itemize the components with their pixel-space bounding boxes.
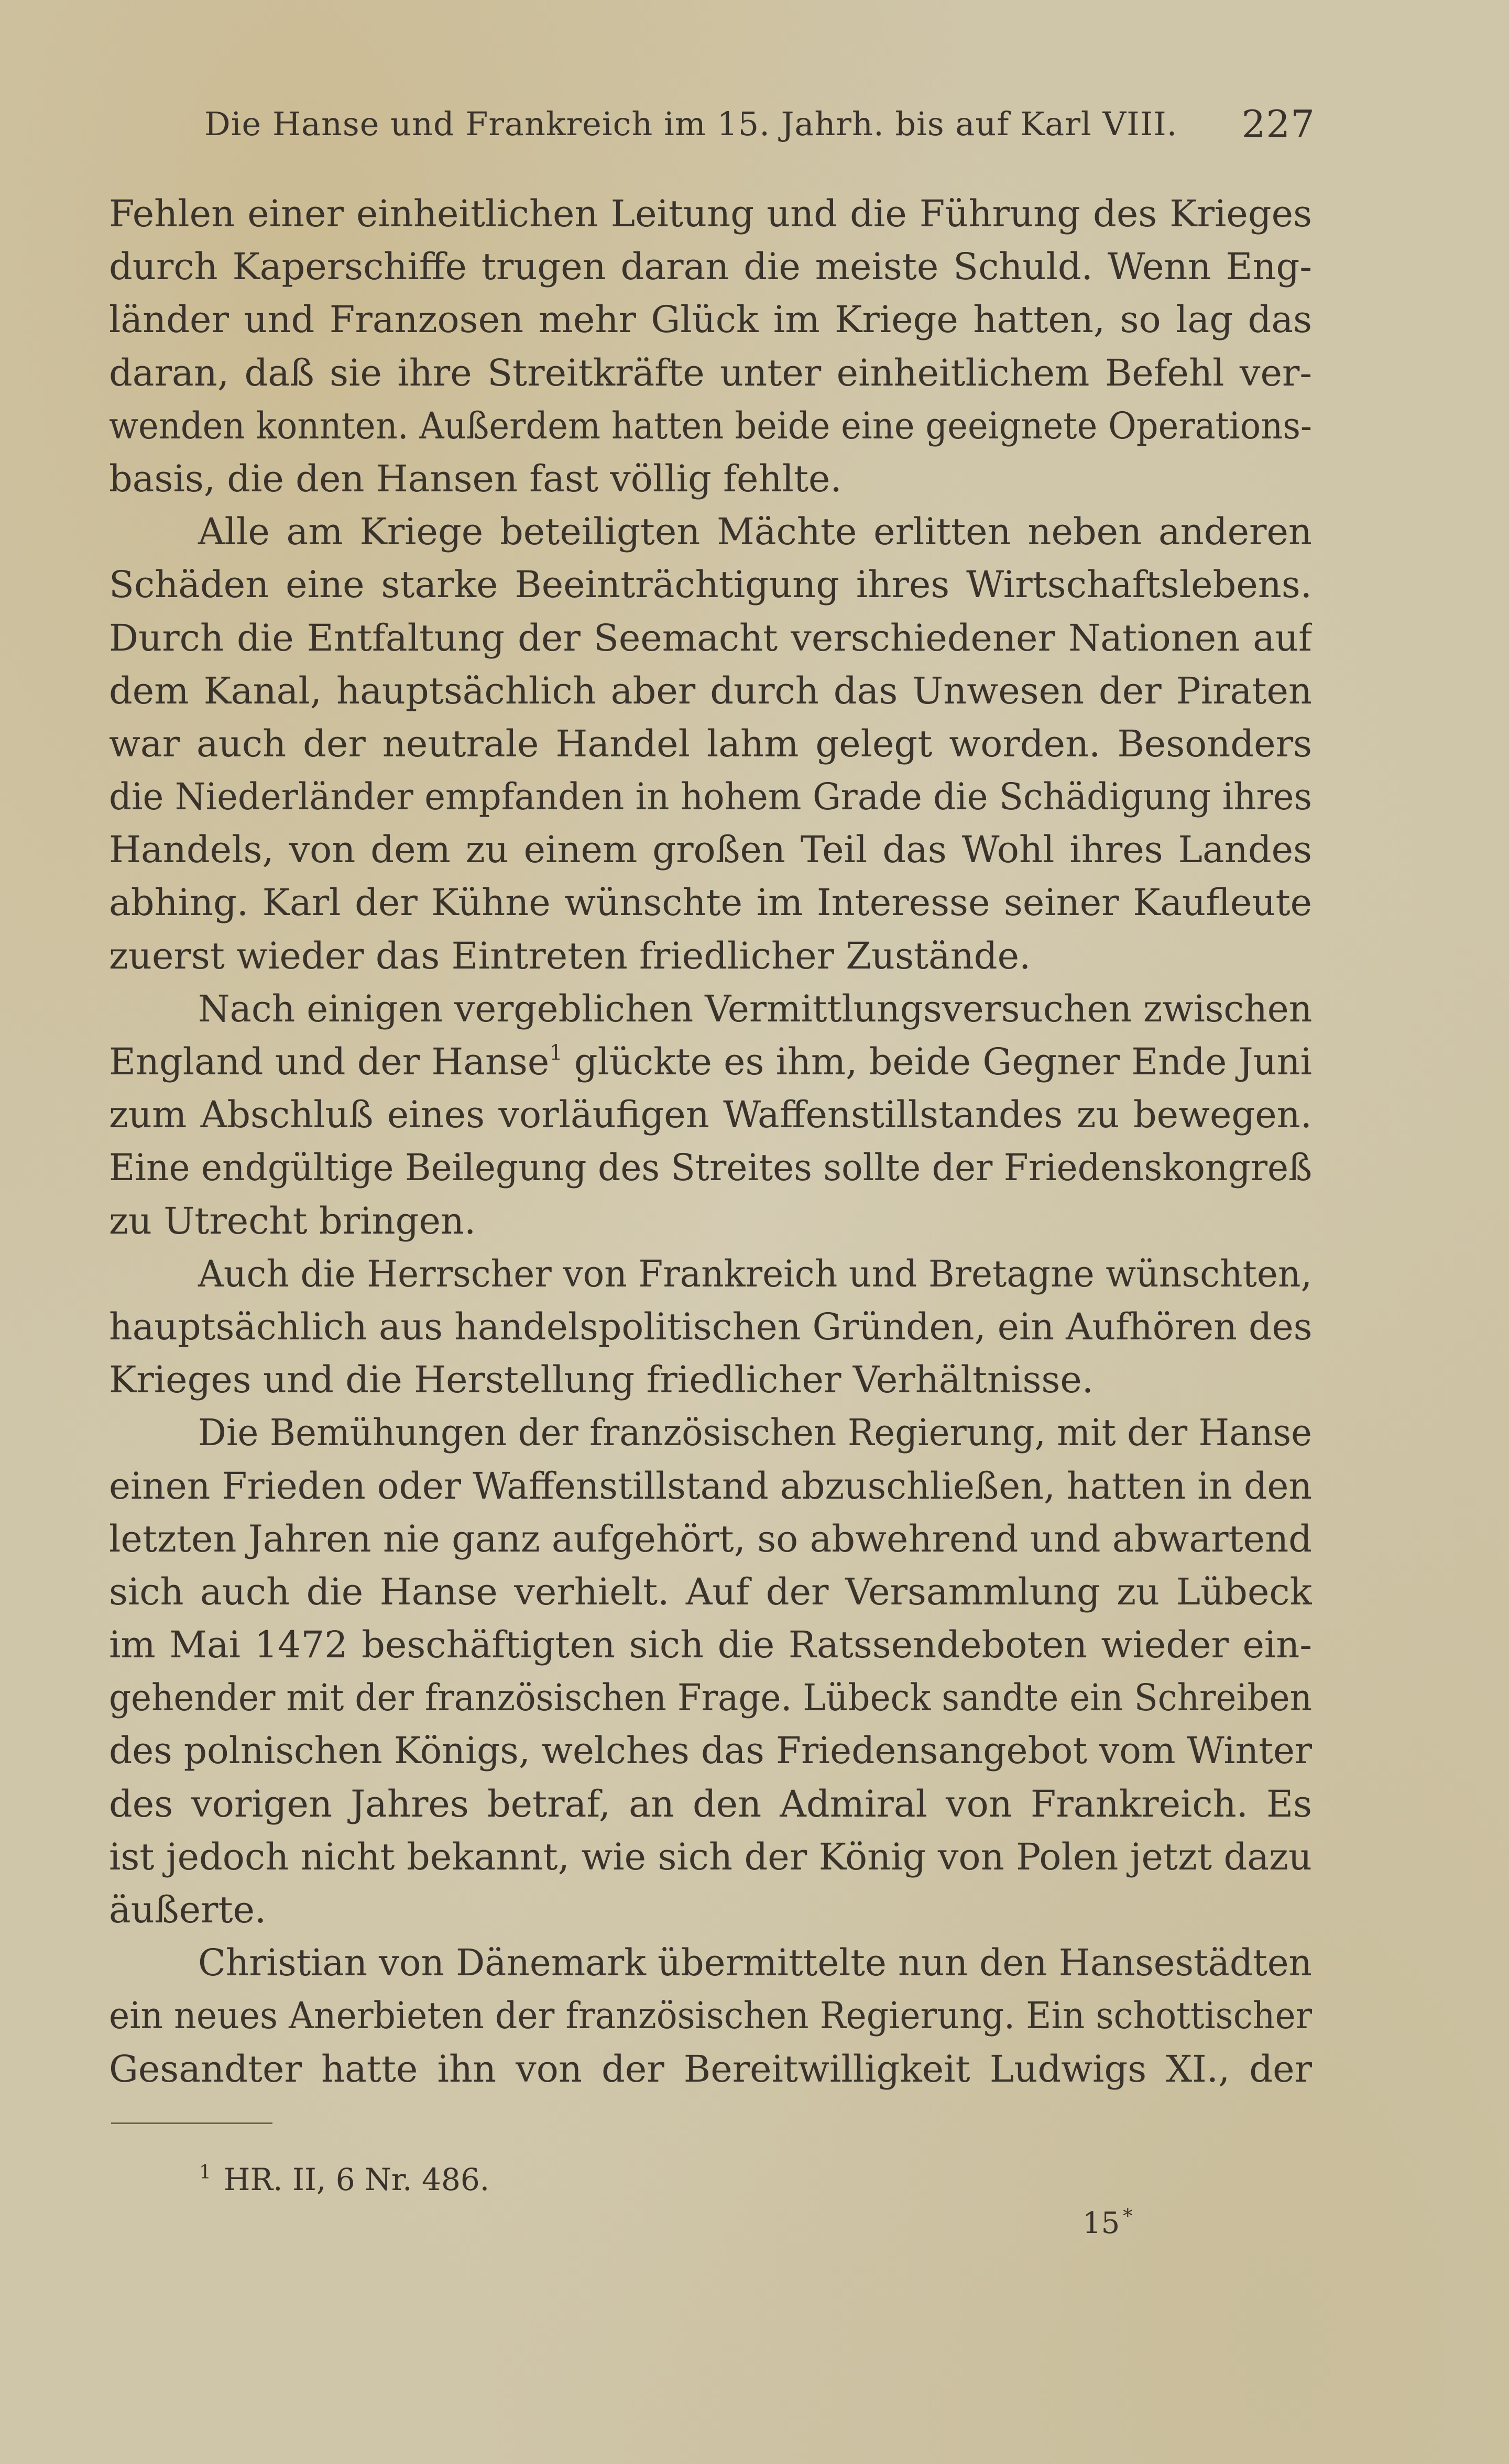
text-line: abhing. Karl der Kühne wünschte im Interesse seiner Kaufleute [109, 881, 1312, 925]
text-line [109, 1036, 1312, 1088]
text-line: sich auch die Hanse verhielt. Auf der Versammlung zu Lübeck [109, 1570, 1312, 1613]
text-fragment: glückte es ihm, beide Gegner Ende Juni [574, 1040, 1312, 1083]
text-line: durch Kaperschiffe trugen daran die meiste Schuld. Wenn Eng- [109, 245, 1312, 289]
text-line: Krieges und die Herstellung friedlicher Verhältnisse. [109, 1358, 1094, 1402]
footnote-text: HR. II, 6 Nr. 486. [223, 2162, 490, 2197]
text-line: äußerte. [109, 1888, 267, 1931]
text-line: war auch der neutrale Handel lahm gelegt worden. Besonders [109, 722, 1312, 765]
signature-star: * [1123, 2206, 1133, 2227]
text-line: ein neues Anerbieten der französischen Regierung. Ein schottischer [109, 1994, 1312, 2038]
text-line: Eine endgültige Beilegung des Streites sollte der Friedenskongreß [109, 1146, 1312, 1190]
footnote-divider [111, 2122, 272, 2124]
text-line: die Niederländer empfanden in hohem Grade die Schädigung ihres [109, 775, 1312, 819]
text-line: Alle am Kriege beteiligten Mächte erlitten neben anderen [198, 510, 1312, 554]
text-line: daran, daß sie ihre Streitkräfte unter einheitlichem Befehl ver- [109, 351, 1312, 394]
text-line: im Mai 1472 beschäftigten sich die Ratssendeboten wieder ein- [109, 1623, 1312, 1667]
text-line: des vorigen Jahres betraf, an den Admiral von Frankreich. Es [109, 1782, 1312, 1825]
signature-number: 15 [1082, 2206, 1120, 2240]
text-line: zum Abschluß eines vorläufigen Waffenstillstandes zu bewegen. [109, 1093, 1312, 1137]
text-line: des polnischen Königs, welches das Friedensangebot vom Winter [109, 1729, 1312, 1773]
signature-mark [1082, 2196, 1132, 2245]
text-line: wenden konnten. Außerdem hatten beide eine geeignete Operations- [109, 404, 1312, 447]
text-line: Gesandter hatte ihn von der Bereitwilligkeit Ludwigs XI., der [109, 2047, 1312, 2091]
text-line: zuerst wieder das Eintreten friedlicher Zustände. [109, 934, 1031, 977]
text-line: Nach einigen vergeblichen Vermittlungsversuchen zwischen [198, 987, 1312, 1030]
text-line: gehender mit der französischen Frage. Lübeck sandte ein Schreiben [109, 1676, 1312, 1720]
footnote-reference[interactable]: 1 [549, 1041, 563, 1065]
text-line: Auch die Herrscher von Frankreich und Bretagne wünschten, [198, 1252, 1312, 1295]
text-fragment: England und der Hanse [109, 1040, 550, 1083]
running-head [204, 101, 1315, 148]
text-line: ist jedoch nicht bekannt, wie sich der König von Polen jetzt dazu [109, 1835, 1312, 1878]
footnote-mark: 1 [199, 2162, 211, 2183]
text-line: basis, die den Hansen fast völlig fehlte. [109, 457, 842, 500]
page-number: 227 [1241, 102, 1315, 146]
text-line: letzten Jahren nie ganz aufgehört, so abwehrend und abwartend [109, 1517, 1312, 1560]
text-line: Fehlen einer einheitlichen Leitung und die Führung des Krieges [109, 192, 1312, 235]
text-line: Christian von Dänemark übermittelte nun den Hansestädten [198, 1941, 1312, 1985]
text-line: Die Bemühungen der französischen Regierung, mit der Hanse [198, 1411, 1312, 1455]
text-line: hauptsächlich aus handelspolitischen Gründen, ein Aufhören des [109, 1305, 1312, 1348]
text-line: Schäden eine starke Beeinträchtigung ihres Wirtschaftslebens. [109, 563, 1312, 607]
text-line: dem Kanal, hauptsächlich aber durch das Unwesen der Piraten [109, 669, 1312, 712]
footnote [199, 2152, 489, 2201]
text-line: länder und Franzosen mehr Glück im Kriege hatten, so lag das [109, 298, 1312, 342]
text-line: zu Utrecht bringen. [109, 1199, 476, 1242]
text-line: einen Frieden oder Waffenstillstand abzuschließen, hatten in den [109, 1464, 1312, 1508]
text-line: Handels, von dem zu einem großen Teil das Wohl ihres Landes [109, 828, 1312, 872]
text-line: Durch die Entfaltung der Seemacht verschiedener Nationen auf [109, 616, 1312, 659]
running-head-title: Die Hanse und Frankreich im 15. Jahrh. bis auf Karl VIII. [204, 105, 1178, 143]
body-text [109, 188, 1312, 2096]
